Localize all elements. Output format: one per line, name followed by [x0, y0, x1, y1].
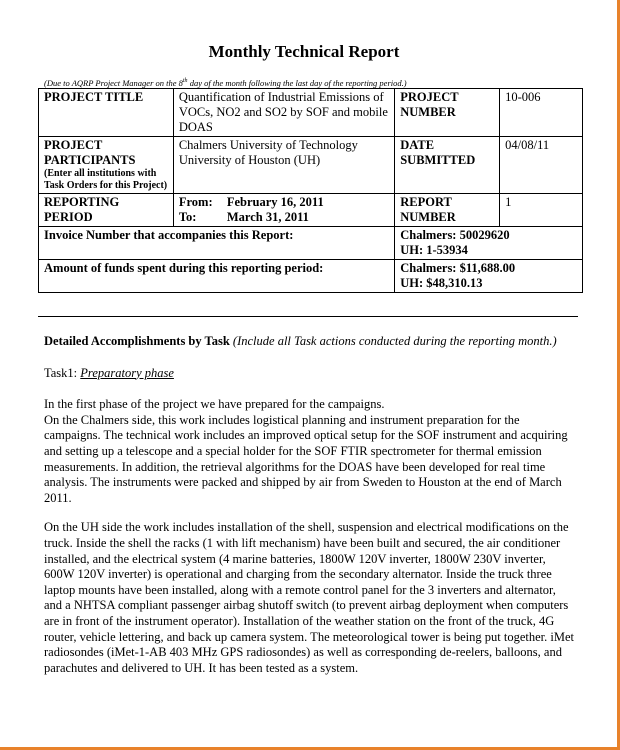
project-info-table: [38, 88, 583, 293]
invoice-label: Invoice Number that accompanies this Report:: [39, 227, 395, 260]
period-from-label: From:: [178, 195, 213, 209]
period-from-value: February 16, 2011: [226, 195, 324, 209]
paragraph-intro: In the first phase of the project we have prepared for the campaigns.: [44, 397, 385, 412]
paragraph-uh: On the UH side the work includes installation of the shell, suspension and electrical modifications on the truck. Inside the shell the racks (1 with lift mechanism) have been built and secured, the air conditioner installed, and the electrical system (4 marine batteries, 1800W 120V inverter, 1800W 230V inverter, 600W 120V inverter) is operational and charging from the secondary alternator. Inside the truck three laptop mounts have been installed, along with a remote control panel for the 3 inverters and alternator, and a NHTSA compliant passenger airbag shutoff switch (to prevent airbag deployment when computers are in front of the instrument operator). Installation of the weather station on the front of the truck, 4G router, vehicle lettering, and back up camera system. The meteorological tower is being put together. iMet radiosondes (iMet-1-AB 403 MHz GPS radiosondes) as well as corresponding de-reelers, balloons, and parachutes and delivered to UH. It has been tested as a system.: [44, 520, 574, 675]
funds-chalmers: Chalmers: $11,688.00: [400, 261, 516, 275]
paragraph-chalmers: On the Chalmers side, this work includes logistical planning and instrument preparation for the campaigns. The technical work includes an improved optical setup for the SOF instrument and acquiring and setting up a telescope and a special holder for the SOF FTIR spectrometer for thermal emission measurements. In addition, the retrieval algorithms for the DOAS have been developed for real time analysis. The instruments were packed and shipped by air from Sweden to Houston at the end of March 2011.: [44, 412, 568, 505]
date-submitted-value: 04/08/11: [500, 137, 583, 194]
table-row: [39, 137, 583, 194]
date-submitted-label: DATE SUBMITTED: [395, 137, 500, 194]
section-divider: [38, 316, 578, 317]
participants-cell: [39, 137, 174, 194]
table-row: [39, 227, 583, 260]
participants-sublabel: (Enter all institutions with Task Orders for this Project): [44, 168, 168, 191]
due-note: [44, 78, 584, 88]
participants-value-cell: [173, 137, 394, 194]
task-name: Preparatory phase: [80, 365, 174, 380]
participants-label: PROJECT PARTICIPANTS: [44, 138, 136, 167]
invoice-uh: UH: 1-53934: [400, 243, 468, 257]
report-title: Monthly Technical Report: [208, 42, 400, 61]
section-heading: Detailed Accomplishments by Task: [44, 334, 230, 348]
project-title-value: Quantification of Industrial Emissions of VOCs, NO2 and SO2 by SOF and mobile DOAS: [173, 89, 394, 137]
funds-label: Amount of funds spent during this reporting period:: [39, 260, 395, 293]
task-label: Task1:: [44, 365, 78, 380]
project-title-label: PROJECT TITLE: [39, 89, 174, 137]
due-note-prefix: (Due to AQRP Project Manager on the 8: [44, 78, 183, 88]
funds-value-cell: [395, 260, 583, 293]
table-row: [39, 194, 583, 227]
task-heading: [44, 366, 574, 382]
due-note-suffix: day of the month following the last day of the reporting period.): [187, 78, 407, 88]
reporting-period-value: [173, 194, 394, 227]
participant-chalmers: Chalmers University of Technology: [178, 138, 358, 152]
table-row: [39, 260, 583, 293]
report-body: [44, 334, 574, 676]
reporting-period-label: REPORTING PERIOD: [39, 194, 174, 227]
period-to-label: To:: [178, 210, 197, 224]
report-number-value: 1: [500, 194, 583, 227]
funds-uh: UH: $48,310.13: [400, 276, 483, 290]
invoice-chalmers: Chalmers: 50029620: [400, 228, 510, 242]
project-number-value: 10-006: [500, 89, 583, 137]
period-to-value: March 31, 2011: [226, 210, 309, 224]
report-number-label: REPORT NUMBER: [395, 194, 500, 227]
participant-uh: University of Houston (UH): [178, 153, 321, 167]
section-note: (Include all Task actions conducted during the reporting month.): [232, 334, 557, 348]
section-heading-line: [44, 334, 574, 350]
project-number-label: PROJECT NUMBER: [395, 89, 500, 137]
table-row: [39, 89, 583, 137]
invoice-value-cell: [395, 227, 583, 260]
due-note-sup: th: [182, 78, 188, 85]
